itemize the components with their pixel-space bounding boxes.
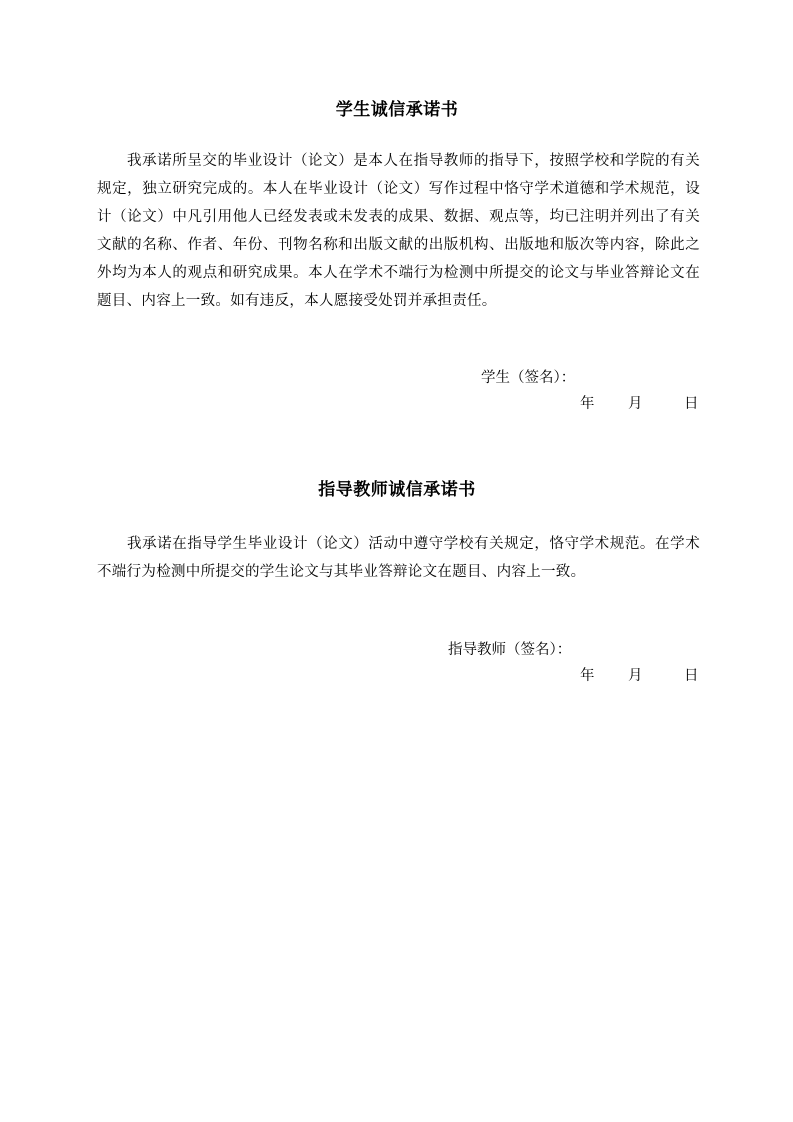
advisor-pledge-title: 指导教师诚信承诺书 <box>318 480 476 500</box>
student-signature-label: 学生（签名）： <box>481 370 576 386</box>
advisor-signature-label: 指导教师（签名）： <box>448 642 572 658</box>
student-date-month: 月 <box>628 396 643 412</box>
student-pledge-title: 学生诚信承诺书 <box>335 100 459 120</box>
student-date-day: 日 <box>684 396 699 412</box>
advisor-pledge-body: 我承诺在指导学生毕业设计（论文）活动中遵守学校有关规定，恪守学术规范。在学术不端行为检测中所提交的学生论文与其毕业答辩论文在题目、内容上一致。 <box>97 536 700 580</box>
advisor-date-month: 月 <box>628 668 643 684</box>
advisor-date-year: 年 <box>580 668 595 684</box>
student-date-year: 年 <box>580 396 595 412</box>
advisor-date-day: 日 <box>684 668 699 684</box>
student-pledge-body: 我承诺所呈交的毕业设计（论文）是本人在指导教师的指导下，按照学校和学院的有关规定，独立研究完成的。本人在毕业设计（论文）写作过程中恪守学术道德和学术规范，设计（论文）中凡引用他人已经发表或未发表的成果、数据、观点等，均已注明并列出了有关文献的名称、作者、年份、刊物名称和出版文献的出版机构、出版地和版次等内容，除此之外均为本人的观点和研究成果。本人在学术不端行为检测中所提交的论文与毕业答辩论文在题目、内容上一致。如有违反，本人愿接受处罚并承担责任。 <box>97 153 700 309</box>
